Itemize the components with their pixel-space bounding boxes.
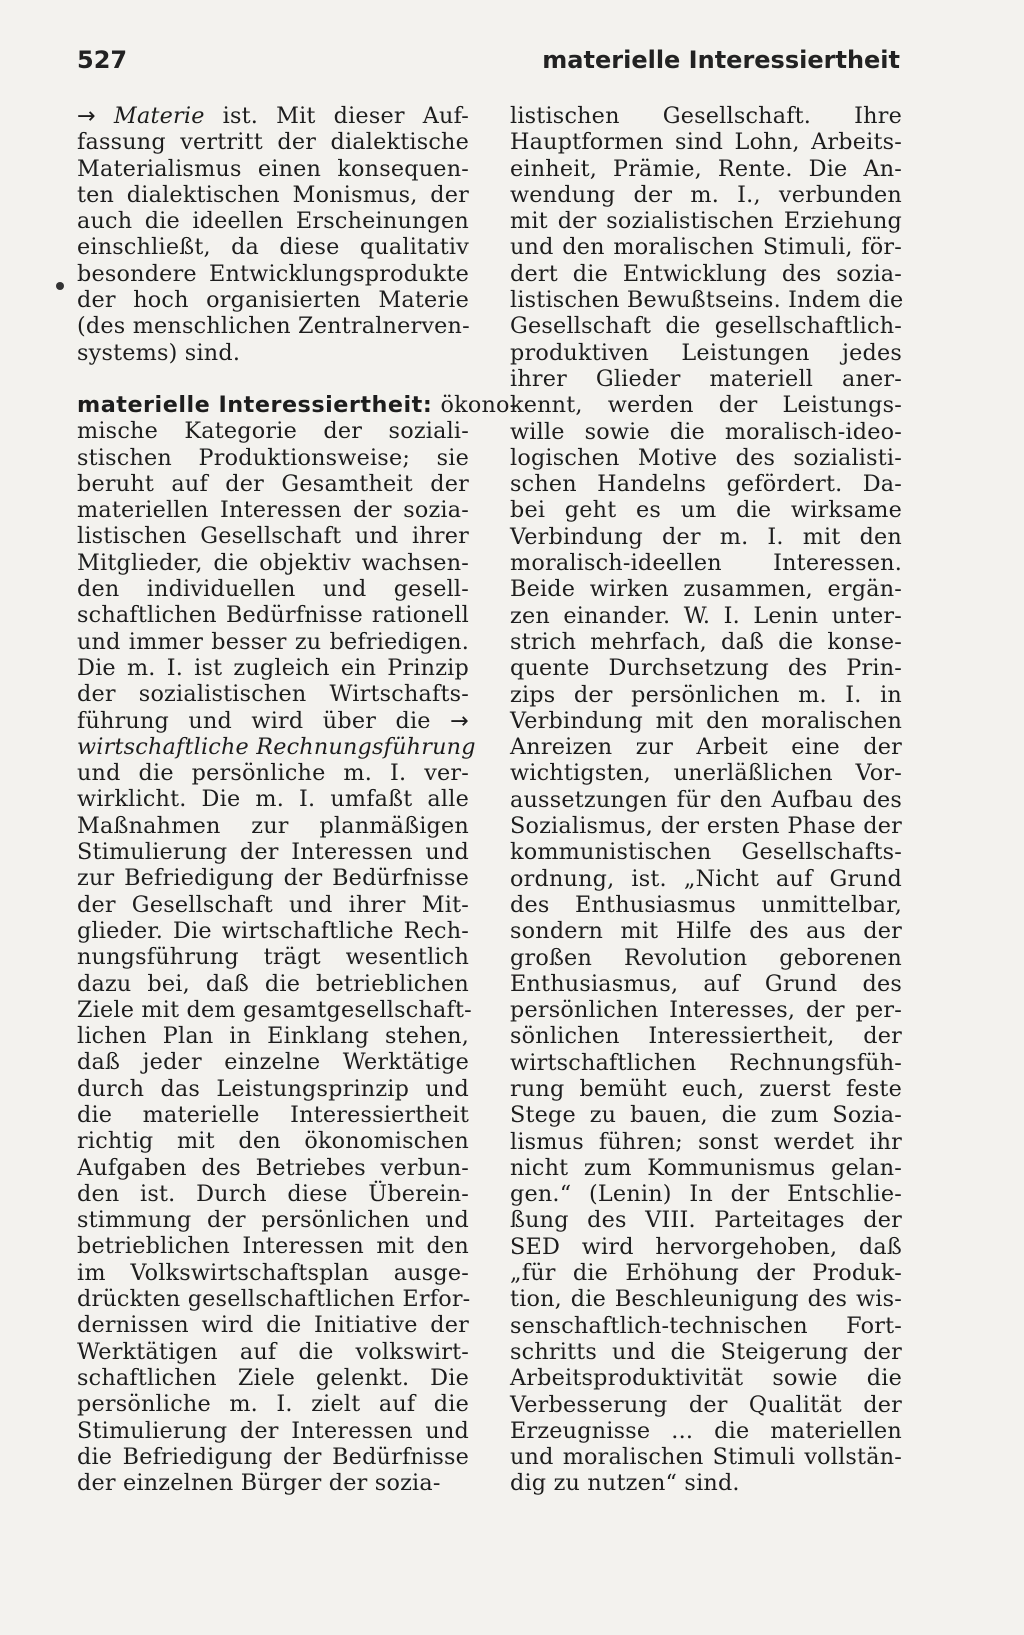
text-line: strich mehrfach, daß die konse- [510, 628, 902, 655]
text-line: Stimulierung der Interessen und [77, 1417, 469, 1444]
text-line: produktiven Leistungen jedes [510, 339, 902, 366]
text-segment: ist. Mit dieser Auf- [204, 103, 469, 129]
text-line: großen Revolution geborenen [510, 944, 902, 971]
text-line: systems) sind. [77, 339, 241, 366]
text-line: listischen Gesellschaft und ihrer [77, 523, 469, 550]
text-line: Maßnahmen zur planmäßigen [77, 812, 469, 839]
text-line: Die m. I. ist zugleich ein Prinzip [77, 654, 469, 681]
text-line: mit der sozialistischen Erziehung [510, 208, 902, 235]
page-number: 527 [77, 46, 128, 74]
text-line: logischen Motive des sozialisti- [510, 444, 902, 471]
text-line: zur Befriedigung der Bedürfnisse [77, 865, 469, 892]
cross-reference-term: wirtschaftliche Rechnungsführung [77, 733, 476, 760]
text-line: Anreizen zur Arbeit eine der [510, 734, 902, 761]
text-line [77, 103, 469, 129]
text-line: Verbesserung der Qualität der [510, 1391, 902, 1418]
text-line: nicht zum Kommunismus gelan- [510, 1154, 902, 1181]
text-line: einheit, Prämie, Rente. Die An- [510, 155, 902, 182]
text-line: zips der persönlichen m. I. in [510, 681, 902, 708]
text-line: materiellen Interessen der sozia- [77, 497, 469, 524]
text-line: lichen Plan in Einklang stehen, [77, 1023, 469, 1050]
text-line: Sozialismus, der ersten Phase der [510, 813, 902, 840]
text-line: Enthusiasmus, auf Grund des [510, 970, 902, 997]
text-line: „für die Erhöhung der Produk- [510, 1260, 902, 1287]
text-line: rung bemüht euch, zuerst feste [510, 1075, 902, 1102]
text-line: der Gesellschaft und ihrer Mit- [77, 891, 469, 918]
cross-reference-arrow: → [77, 103, 114, 129]
text-line: Stege zu bauen, die zum Sozia- [510, 1102, 902, 1129]
text-line: des Enthusiasmus unmittelbar, [510, 891, 902, 918]
text-line: einschließt, da diese qualitativ [77, 234, 469, 261]
right-column [510, 103, 902, 1497]
text-line: kennt, werden der Leistungs- [510, 392, 902, 419]
text-line: Gesellschaft die gesellschaftlich- [510, 313, 902, 340]
text-line: den individuellen und gesell- [77, 576, 469, 603]
text-line: den ist. Durch diese Überein- [77, 1180, 469, 1207]
text-line: listischen Gesellschaft. Ihre [510, 103, 902, 129]
text-line: daß jeder einzelne Werktätige [77, 1049, 469, 1076]
text-line: richtig mit den ökonomischen [77, 1128, 469, 1155]
text-line: fassung vertritt der dialektische [77, 129, 469, 156]
paragraph-gap [77, 366, 469, 392]
text-line: Beide wirken zusammen, ergän- [510, 576, 902, 603]
text-line: stischen Produktionsweise; sie [77, 444, 469, 471]
text-line [77, 708, 469, 734]
text-line: dernissen wird die Initiative der [77, 1312, 469, 1339]
text-line: Stimulierung der Interessen und [77, 839, 469, 866]
text-line: wichtigsten, unerläßlichen Vor- [510, 760, 902, 787]
text-line: wendung der m. I., verbunden [510, 181, 902, 208]
text-line: Erzeugnisse ... die materiellen [510, 1417, 902, 1444]
text-line: senschaftlich-technischen Fort- [510, 1312, 902, 1339]
text-line: auch die ideellen Erscheinungen [77, 208, 469, 235]
text-line: der einzelnen Bürger der sozia- [77, 1470, 441, 1497]
text-line: (des menschlichen Zentralnerven- [77, 313, 470, 340]
running-head: materielle Interessiertheit [542, 46, 900, 74]
text-line: die materielle Interessiertheit [77, 1101, 469, 1128]
entry-term: materielle Interessiertheit: [77, 391, 441, 418]
text-line: wirklicht. Die m. I. umfaßt alle [77, 786, 469, 813]
text-line: wirtschaftlichen Rechnungsfüh- [510, 1049, 902, 1076]
text-line: bei geht es um die wirksame [510, 497, 902, 524]
text-line: Hauptformen sind Lohn, Arbeits- [510, 129, 902, 156]
page-header [77, 46, 900, 86]
text-line: und immer besser zu befriedigen. [77, 628, 469, 655]
text-line: Arbeitsproduktivität sowie die [510, 1365, 902, 1392]
text-line: und den moralischen Stimuli, för- [510, 234, 902, 261]
text-line: quente Durchsetzung des Prin- [510, 655, 902, 682]
text-line: der hoch organisierten Materie [77, 287, 469, 314]
text-line: ten dialektischen Monismus, der [77, 181, 469, 208]
text-line: sönlichen Interessiertheit, der [510, 1023, 902, 1050]
text-line: stimmung der persönlichen und [77, 1207, 469, 1234]
text-line: schritts und die Steigerung der [510, 1338, 902, 1365]
text-line: Verbindung mit den moralischen [510, 707, 902, 734]
text-line: aussetzungen für den Aufbau des [510, 786, 902, 813]
text-line: sondern mit Hilfe des aus der [510, 918, 902, 945]
text-segment: ökono- [440, 391, 518, 418]
margin-dot [56, 282, 64, 290]
text-line: beruht auf der Gesamtheit der [77, 470, 469, 497]
text-line: Werktätigen auf die volkswirt- [77, 1338, 469, 1365]
text-line: Aufgaben des Betriebes verbun- [77, 1154, 469, 1181]
cross-reference-term: Materie [113, 103, 205, 129]
text-line: listischen Bewußtseins. Indem die [510, 287, 904, 314]
text-line: betrieblichen Interessen mit den [77, 1233, 469, 1260]
text-line: durch das Leistungsprinzip und [77, 1075, 469, 1102]
text-line: ihrer Glieder materiell aner- [510, 365, 902, 392]
text-line: schaftlichen Ziele gelenkt. Die [77, 1364, 469, 1391]
left-column [77, 103, 518, 1497]
text-line: der sozialistischen Wirtschafts- [77, 681, 469, 708]
text-line: persönlichen Interesses, der per- [510, 997, 902, 1024]
text-line: besondere Entwicklungsprodukte [77, 260, 469, 287]
text-line: Verbindung der m. I. mit den [510, 523, 902, 550]
text-line: nungsführung trägt wesentlich [77, 944, 469, 971]
text-line: lismus führen; sonst werdet ihr [510, 1128, 902, 1155]
text-line: Mitglieder, die objektiv wachsen- [77, 549, 469, 576]
text-line: persönliche m. I. zielt auf die [77, 1391, 469, 1418]
text-line: kommunistischen Gesellschafts- [510, 839, 902, 866]
text-line: glieder. Die wirtschaftliche Rech- [77, 917, 469, 944]
text-line: die Befriedigung der Bedürfnisse [77, 1443, 469, 1470]
text-line: dig zu nutzen“ sind. [510, 1470, 740, 1497]
text-line: im Volkswirtschaftsplan ausge- [77, 1259, 469, 1286]
text-line: und moralischen Stimuli vollstän- [510, 1444, 902, 1471]
text-line: tion, die Beschleunigung des wis- [510, 1286, 902, 1313]
text-line: und die persönliche m. I. ver- [77, 760, 469, 787]
text-line: gen.“ (Lenin) In der Entschlie- [510, 1181, 902, 1208]
text-line: zen einander. W. I. Lenin unter- [510, 602, 902, 629]
text-line: dert die Entwicklung des sozia- [510, 260, 902, 287]
text-line: ßung des VIII. Parteitages der [510, 1207, 902, 1234]
text-line: Ziele mit dem gesamtgesellschaft- [77, 996, 472, 1023]
text-line: Materialismus einen konsequen- [77, 155, 469, 182]
text-line: wille sowie die moralisch-ideo- [510, 418, 902, 445]
text-line: schaftlichen Bedürfnisse rationell [77, 602, 469, 629]
text-line: moralisch-ideellen Interessen. [510, 550, 902, 577]
text-line: mische Kategorie der soziali- [77, 418, 469, 445]
text-line [77, 391, 518, 418]
text-line: ordnung, ist. „Nicht auf Grund [510, 865, 902, 892]
cross-reference-arrow: → [450, 707, 469, 734]
text-line: drückten gesellschaftlichen Erfor- [77, 1286, 471, 1313]
text-line: dazu bei, daß die betrieblichen [77, 970, 469, 997]
text-line: SED wird hervorgehoben, daß [510, 1233, 902, 1260]
text-segment: führung und wird über die [77, 707, 451, 734]
text-line: schen Handelns gefördert. Da- [510, 471, 902, 498]
